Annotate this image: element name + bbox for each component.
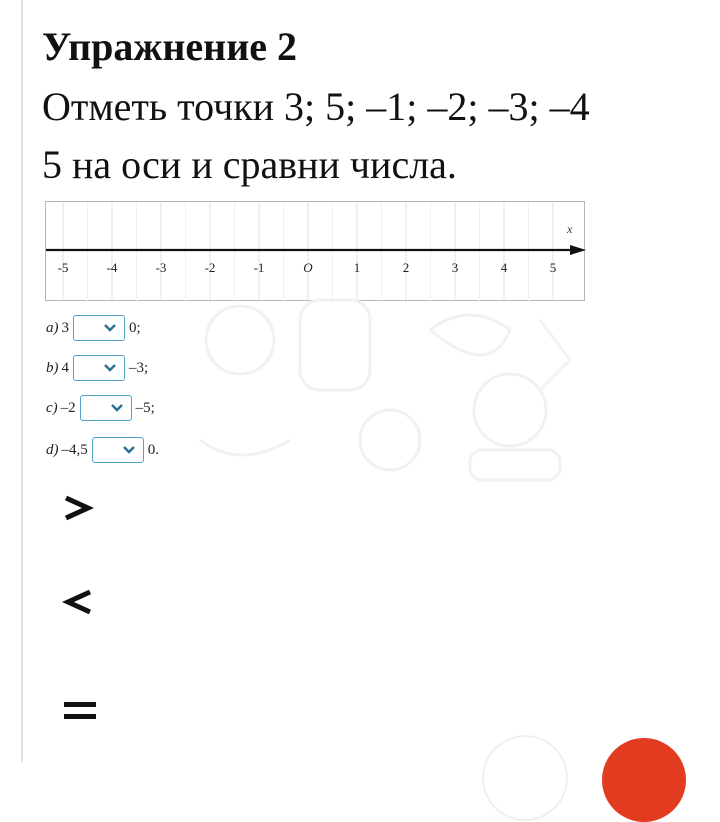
- chevron-down-icon: [103, 321, 117, 335]
- row-right-number: –3;: [129, 359, 149, 376]
- decorative-circle-outline: [482, 735, 568, 821]
- axis-arrow-icon: [570, 245, 586, 255]
- row-left-number: –2: [60, 399, 76, 416]
- background-watermark: [180, 290, 600, 490]
- number-line-grid: [63, 202, 553, 302]
- axis-label: x: [567, 222, 573, 236]
- row-letter: d): [46, 441, 59, 458]
- task-text-line-1: Отметь точки 3; 5; –1; –2; –3; –4: [42, 84, 590, 129]
- compare-select-d[interactable]: [92, 437, 144, 463]
- compare-row-a: [46, 314, 141, 342]
- number-line-ticks: [58, 260, 557, 275]
- tick-label: 2: [402, 260, 410, 275]
- row-right-number: 0;: [129, 319, 141, 336]
- task-text-line-2: 5 на оси и сравни числа.: [42, 142, 457, 187]
- action-circle-button[interactable]: [602, 738, 686, 822]
- number-line-panel[interactable]: [45, 201, 585, 301]
- compare-row-c: [46, 394, 155, 422]
- tick-label: -1: [253, 260, 265, 275]
- row-left-number: 3: [61, 319, 69, 336]
- compare-select-a[interactable]: [73, 315, 125, 341]
- tick-label: 3: [451, 260, 459, 275]
- chevron-down-icon: [122, 443, 136, 457]
- equals-icon[interactable]: [60, 690, 96, 730]
- greater-than-icon[interactable]: [60, 488, 96, 528]
- row-letter: c): [46, 399, 58, 416]
- compare-row-b: [46, 354, 148, 382]
- compare-select-c[interactable]: [80, 395, 132, 421]
- row-left-number: 4: [61, 359, 69, 376]
- tick-label: -4: [106, 260, 118, 275]
- tick-label: 4: [500, 260, 508, 275]
- row-letter: a): [46, 319, 59, 336]
- row-letter: b): [46, 359, 59, 376]
- exercise-title: Упражнение 2: [42, 24, 298, 69]
- row-right-number: –5;: [135, 399, 155, 416]
- left-divider: [21, 0, 23, 762]
- chevron-down-icon: [110, 401, 124, 415]
- tick-label: -5: [57, 260, 69, 275]
- row-right-number: 0.: [147, 441, 159, 458]
- row-left-number: –4,5: [61, 441, 88, 458]
- number-line-svg: [46, 202, 586, 302]
- less-than-icon[interactable]: [60, 582, 96, 622]
- tick-label: 5: [549, 260, 557, 275]
- compare-select-b[interactable]: [73, 355, 125, 381]
- compare-row-d: [46, 436, 159, 464]
- tick-label: -2: [204, 260, 216, 275]
- chevron-down-icon: [103, 361, 117, 375]
- tick-label: -3: [155, 260, 167, 275]
- tick-label: O: [303, 260, 313, 275]
- tick-label: 1: [353, 260, 361, 275]
